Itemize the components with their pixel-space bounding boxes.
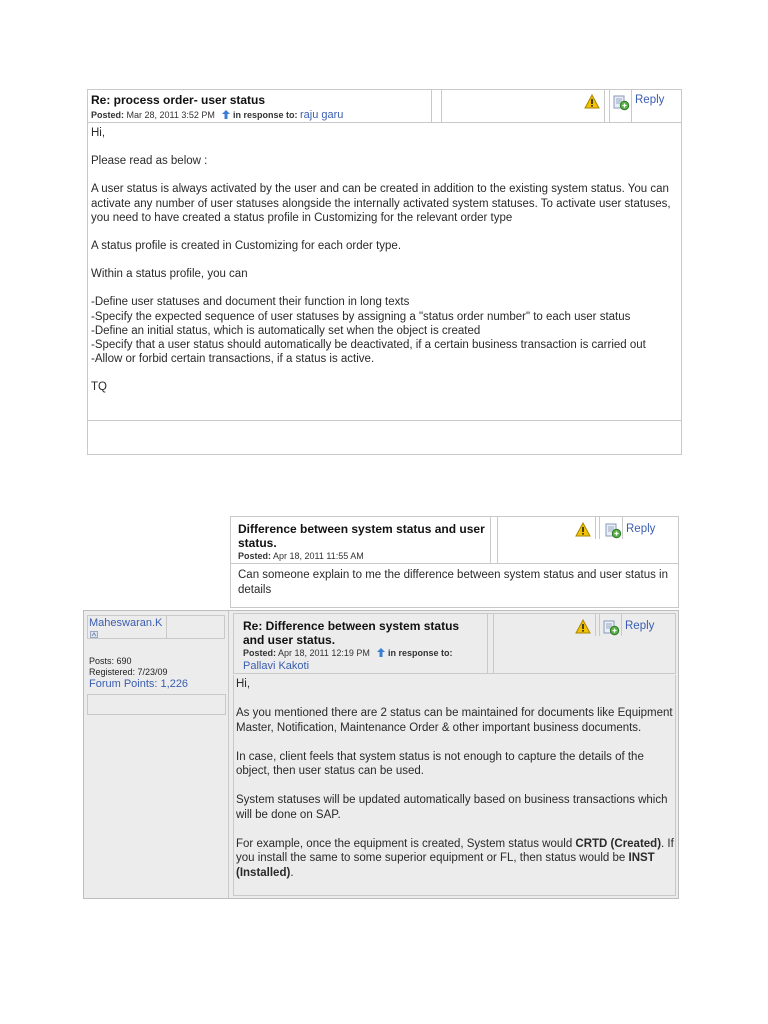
text-run: For example, once the equipment is created, System status would xyxy=(236,837,576,850)
reply-post-main xyxy=(231,611,678,898)
in-response-user-link[interactable]: raju garu xyxy=(299,109,344,121)
post-header xyxy=(233,613,676,674)
posted-date: Apr 18, 2011 12:19 PM xyxy=(278,648,370,658)
header-divider xyxy=(493,614,494,673)
report-abuse-warning-icon[interactable] xyxy=(575,619,591,634)
post-paragraph: Within a status profile, you can xyxy=(91,268,248,281)
posted-label: Posted: xyxy=(91,110,125,120)
posted-label: Posted: xyxy=(243,648,277,658)
forum-question-post xyxy=(230,516,679,608)
post-paragraph: As you mentioned there are 2 status can be maintained for documents like Equipment Master, Notification, Maintenance Order & other important business documents. xyxy=(236,707,673,734)
reply-link[interactable]: Reply xyxy=(626,523,656,535)
post-paragraph: A status profile is created in Customizing for each order type. xyxy=(91,240,402,253)
in-response-arrow-icon xyxy=(222,110,230,119)
status-code-inst: INST (Installed) xyxy=(236,852,655,879)
report-abuse-warning-icon[interactable] xyxy=(575,522,591,537)
action-divider xyxy=(604,90,605,123)
author-post-count: Posts: 690 xyxy=(89,656,132,666)
action-divider xyxy=(622,517,623,539)
action-divider xyxy=(595,517,596,539)
author-forum-points[interactable]: Forum Points: 1,226 xyxy=(89,678,189,690)
post-paragraph: Hi, xyxy=(236,678,251,690)
in-response-label: in response to: xyxy=(232,110,298,120)
action-divider xyxy=(599,517,600,539)
text-run: . xyxy=(290,866,294,879)
forum-post-process-order-user-status xyxy=(87,89,682,455)
reply-link[interactable]: Reply xyxy=(625,620,655,632)
post-meta xyxy=(243,648,452,658)
header-divider xyxy=(487,614,488,673)
in-response-user-row xyxy=(243,660,309,672)
post-paragraph: In case, client feels that system status is not enough to capture the details of the object, then user status can be used. xyxy=(236,750,644,777)
post-paragraph xyxy=(236,837,674,881)
in-response-arrow-icon xyxy=(377,648,385,657)
author-status-icon xyxy=(90,631,98,638)
post-body xyxy=(236,677,674,895)
post-signoff: TQ xyxy=(91,381,107,394)
post-paragraph: A user status is always activated by the user and can be created in addition to the existing system status. You can activate any number of user statuses alongside the internally activated system statuses. To activate user statuses, you need to have created a status profile in Customizing for the relevant order type xyxy=(91,183,671,224)
action-divider xyxy=(621,614,622,636)
posted-label: Posted: xyxy=(238,551,272,561)
post-body: Can someone explain to me the difference between system status and user status in details xyxy=(238,569,669,596)
author-registered-date: Registered: 7/23/09 xyxy=(89,667,168,677)
author-name-link[interactable]: Maheswaran.K xyxy=(89,617,163,629)
reply-icon[interactable] xyxy=(605,522,622,539)
post-paragraph: Hi, xyxy=(91,127,106,139)
post-body xyxy=(91,126,679,409)
forum-reply-post xyxy=(83,610,679,899)
post-title: Difference between system status and user status. xyxy=(238,522,485,550)
reply-icon[interactable] xyxy=(613,94,630,111)
post-paragraph: Please read as below : xyxy=(91,155,208,168)
action-divider xyxy=(599,614,600,636)
reply-link[interactable]: Reply xyxy=(635,94,665,106)
text-run: . If you install the same to some superior equipment or FL, then status would be xyxy=(236,837,674,864)
header-divider xyxy=(431,90,432,123)
reply-icon[interactable] xyxy=(603,619,620,636)
author-sidebar-cell xyxy=(87,694,226,715)
post-meta xyxy=(238,551,364,561)
header-divider xyxy=(490,517,491,564)
post-title: Re: process order- user status xyxy=(91,93,266,107)
in-response-label: in response to: xyxy=(387,648,453,658)
posted-date: Mar 28, 2011 3:52 PM xyxy=(126,110,215,120)
post-footer-divider xyxy=(88,420,681,421)
posted-date: Apr 18, 2011 11:55 AM xyxy=(273,551,364,561)
post-header xyxy=(231,517,678,564)
action-divider xyxy=(631,90,632,123)
post-paragraph-list: -Define user statuses and document their function in long texts -Specify the expected sequence of user statuses by assigning a "status order number" to each user status -Define an initial status, which is automatically set when the object is created -Specify that a user status should automatically be deactivated, if a certain business transaction is carried out -Allow or forbid certain transactions, if a status is active. xyxy=(91,296,646,366)
post-paragraph: System statuses will be updated automatically based on business transactions which will be done on SAP. xyxy=(236,794,668,821)
post-title: Re: Difference between system status and user status. xyxy=(243,619,460,647)
action-divider xyxy=(609,90,610,123)
post-meta xyxy=(91,109,343,121)
in-response-user-link[interactable]: Pallavi Kakoti xyxy=(243,660,310,672)
header-divider xyxy=(441,90,442,123)
action-divider xyxy=(595,614,596,636)
author-box-cell xyxy=(167,615,225,639)
header-divider xyxy=(497,517,498,564)
post-header xyxy=(88,90,681,123)
author-sidebar xyxy=(84,611,229,898)
report-abuse-warning-icon[interactable] xyxy=(584,94,600,109)
status-code-crtd: CRTD (Created) xyxy=(575,837,662,850)
